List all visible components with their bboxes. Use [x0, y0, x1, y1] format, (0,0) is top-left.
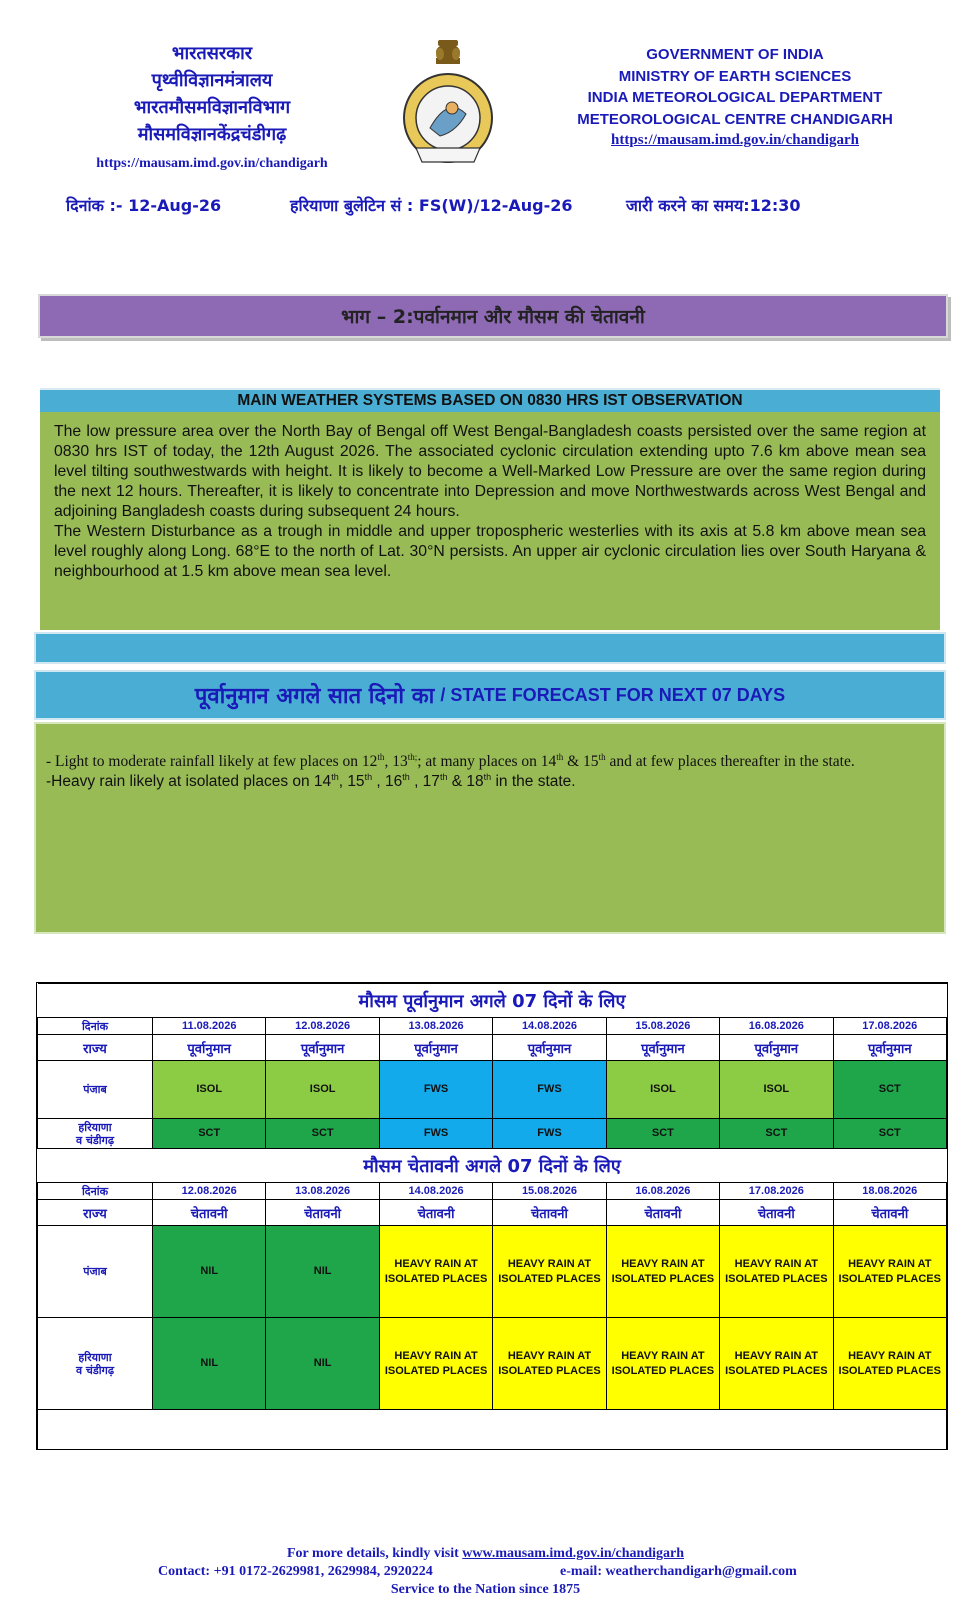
systems-paragraph: The low pressure area over the North Bay of Bengal off West Bengal-Bangladesh coasts persisted over the same region at 0830 hrs IST of today, the 12th August 2026. The associated cyclonic circulation extending upto 7.6 km above mean sea level tilting southwestwards with height. It is likely to become a Well-Marked Low Pressure are over the same region during the next 12 hours. Thereafter, it is likely to concentrate into Depression and move Northwestwards across West Bengal and adjoining Bangladesh coasts during subsequent 24 hours. [54, 423, 926, 520]
footer-email[interactable]: e-mail: weatherchandigarh@gmail.com [560, 1564, 797, 1579]
forecast-body [34, 722, 946, 934]
forecast-cell: ISOL [720, 1061, 833, 1119]
warning-cell: HEAVY RAIN AT ISOLATED PLACES [606, 1226, 719, 1318]
forecast-cell: FWS [493, 1061, 606, 1119]
systems-body [40, 412, 940, 630]
divider-strip [34, 632, 946, 664]
forecast-label: पूर्वानुमान [493, 1035, 606, 1061]
forecast-label: पूर्वानुमान [379, 1035, 492, 1061]
warning-cell: HEAVY RAIN AT ISOLATED PLACES [379, 1318, 492, 1410]
forecast-cell: SCT [606, 1119, 719, 1149]
forecast-cell: SCT [833, 1061, 946, 1119]
forecast-title-english: / STATE FORECAST FOR NEXT 07 DAYS [440, 684, 786, 705]
forecast-date: 15.08.2026 [606, 1018, 719, 1035]
state-haryana: हरियाणा व चंडीगढ़ [38, 1318, 153, 1410]
state-haryana: हरियाणा व चंडीगढ़ [38, 1119, 153, 1149]
forecast-line-2: -Heavy rain likely at isolated places on 14th, 15th , 16th , 17th & 18th in the state. [46, 771, 576, 790]
warning-date: 18.08.2026 [833, 1183, 946, 1200]
english-header-line: METEOROLOGICAL CENTRE CHANDIGARH [577, 110, 893, 128]
forecast-cell: ISOL [606, 1061, 719, 1119]
warning-cell: HEAVY RAIN AT ISOLATED PLACES [493, 1226, 606, 1318]
forecast-title [34, 670, 946, 720]
hindi-header-line: भारतमौसमविज्ञानविभाग [133, 97, 291, 118]
hindi-header-line: पृथ्वीविज्ञानमंत्रालय [151, 70, 273, 91]
state-punjab: पंजाब [38, 1061, 153, 1119]
forecast-cell: FWS [379, 1061, 492, 1119]
state-label: राज्य [38, 1200, 153, 1226]
state-punjab: पंजाब [38, 1226, 153, 1318]
hindi-header-url[interactable]: https://mausam.imd.gov.in/chandigarh [96, 156, 328, 171]
warning-cell: HEAVY RAIN AT ISOLATED PLACES [833, 1226, 946, 1318]
warning-date: 16.08.2026 [606, 1183, 719, 1200]
part-title-banner [38, 294, 948, 338]
warning-cell: HEAVY RAIN AT ISOLATED PLACES [720, 1318, 833, 1410]
hindi-header [62, 40, 362, 177]
english-header-line: MINISTRY OF EARTH SCIENCES [618, 67, 852, 85]
warning-cell: NIL [266, 1318, 379, 1410]
warning-date: 17.08.2026 [720, 1183, 833, 1200]
warning-label: चेतावनी [606, 1200, 719, 1226]
warning-label: चेतावनी [833, 1200, 946, 1226]
forecast-title-hindi: पूर्वानुमान अगले सात दिनो का [194, 684, 435, 709]
warning-cell: HEAVY RAIN AT ISOLATED PLACES [379, 1226, 492, 1318]
hindi-header-line: मौसमविज्ञानकेंद्रचंडीगढ़ [137, 124, 287, 145]
forecast-cell: ISOL [266, 1061, 379, 1119]
footer-details: For more details, kindly visit www.mausam.imd.gov.in/chandigarh [287, 1546, 684, 1561]
imd-emblem-icon [400, 36, 496, 174]
footer-tagline: Service to the Nation since 1875 [390, 1582, 581, 1597]
forecast-cell: SCT [720, 1119, 833, 1149]
forecast-date: 12.08.2026 [266, 1018, 379, 1035]
part-title: भाग – 2:पर्वानमान और मौसम की चेतावनी [341, 306, 645, 328]
warning-date: 12.08.2026 [153, 1183, 266, 1200]
date-label: दिनांक [38, 1183, 153, 1200]
forecast-label: पूर्वानुमान [720, 1035, 833, 1061]
hindi-header-line: भारतसरकार [171, 43, 253, 64]
warning-cell: HEAVY RAIN AT ISOLATED PLACES [720, 1226, 833, 1318]
footer [0, 1545, 971, 1599]
forecast-date: 17.08.2026 [833, 1018, 946, 1035]
warning-table-caption: मौसम चेतावनी अगले 07 दिनों के लिए [38, 1149, 947, 1183]
warning-label: चेतावनी [493, 1200, 606, 1226]
forecast-cell: FWS [379, 1119, 492, 1149]
warning-date: 13.08.2026 [266, 1183, 379, 1200]
english-header-line: INDIA METEOROLOGICAL DEPARTMENT [587, 89, 883, 106]
empty-row [38, 1410, 947, 1450]
warning-label: चेतावनी [720, 1200, 833, 1226]
warning-label: चेतावनी [153, 1200, 266, 1226]
forecast-line-1: - Light to moderate rainfall likely at few places on 12th, $13^{th;}$; at many places on 14th & 15th and at few places thereafter in the state. [46, 751, 855, 770]
english-header-line: GOVERNMENT OF INDIA [646, 46, 824, 63]
forecast-label: पूर्वानुमान [606, 1035, 719, 1061]
warning-cell: HEAVY RAIN AT ISOLATED PLACES [493, 1318, 606, 1410]
forecast-label: पूर्वानुमान [266, 1035, 379, 1061]
forecast-date: 13.08.2026 [379, 1018, 492, 1035]
warning-cell: NIL [153, 1318, 266, 1410]
bulletin-number: हरियाणा बुलेटिन सं : FS(W)/12-Aug-26 [290, 196, 573, 215]
systems-paragraph: The Western Disturbance as a trough in middle and upper tropospheric westerlies with its axis at 5.8 km above mean sea level roughly along Long. 68°E to the north of Lat. 30°N persists. An upper air cyclonic circulation lies over South Haryana & neighbourhood at 1.5 km above mean sea level. [54, 523, 926, 580]
footer-contact: Contact: +91 0172-2629981, 2629984, 2920224 [158, 1564, 433, 1579]
forecast-date: 11.08.2026 [153, 1018, 266, 1035]
issue-date: दिनांक :- 12-Aug-26 [66, 196, 222, 215]
forecast-table-caption: मौसम पूर्वानुमान अगले 07 दिनों के लिए [38, 984, 947, 1018]
forecast-cell: SCT [833, 1119, 946, 1149]
forecast-label: पूर्वानुमान [833, 1035, 946, 1061]
footer-website-link[interactable]: www.mausam.imd.gov.in/chandigarh [462, 1546, 684, 1561]
warning-cell: HEAVY RAIN AT ISOLATED PLACES [606, 1318, 719, 1410]
state-label: राज्य [38, 1035, 153, 1061]
issue-time: जारी करने का समय:12:30 [626, 196, 801, 215]
systems-title: MAIN WEATHER SYSTEMS BASED ON 0830 HRS IST OBSERVATION [40, 388, 940, 412]
warning-date: 14.08.2026 [379, 1183, 492, 1200]
forecast-cell: SCT [153, 1119, 266, 1149]
forecast-label: पूर्वानुमान [153, 1035, 266, 1061]
date-label: दिनांक [38, 1018, 153, 1035]
warning-cell: NIL [266, 1226, 379, 1318]
english-header-url[interactable]: https://mausam.imd.gov.in/chandigarh [611, 132, 859, 148]
forecast-cell: FWS [493, 1119, 606, 1149]
warning-label: चेतावनी [379, 1200, 492, 1226]
english-header [560, 44, 910, 152]
forecast-warning-table [36, 982, 948, 1450]
forecast-cell: ISOL [153, 1061, 266, 1119]
warning-cell: HEAVY RAIN AT ISOLATED PLACES [833, 1318, 946, 1410]
warning-date: 15.08.2026 [493, 1183, 606, 1200]
warning-cell: NIL [153, 1226, 266, 1318]
forecast-date: 16.08.2026 [720, 1018, 833, 1035]
footer-contact-row [0, 1563, 971, 1581]
forecast-date: 14.08.2026 [493, 1018, 606, 1035]
warning-label: चेतावनी [266, 1200, 379, 1226]
forecast-cell: SCT [266, 1119, 379, 1149]
